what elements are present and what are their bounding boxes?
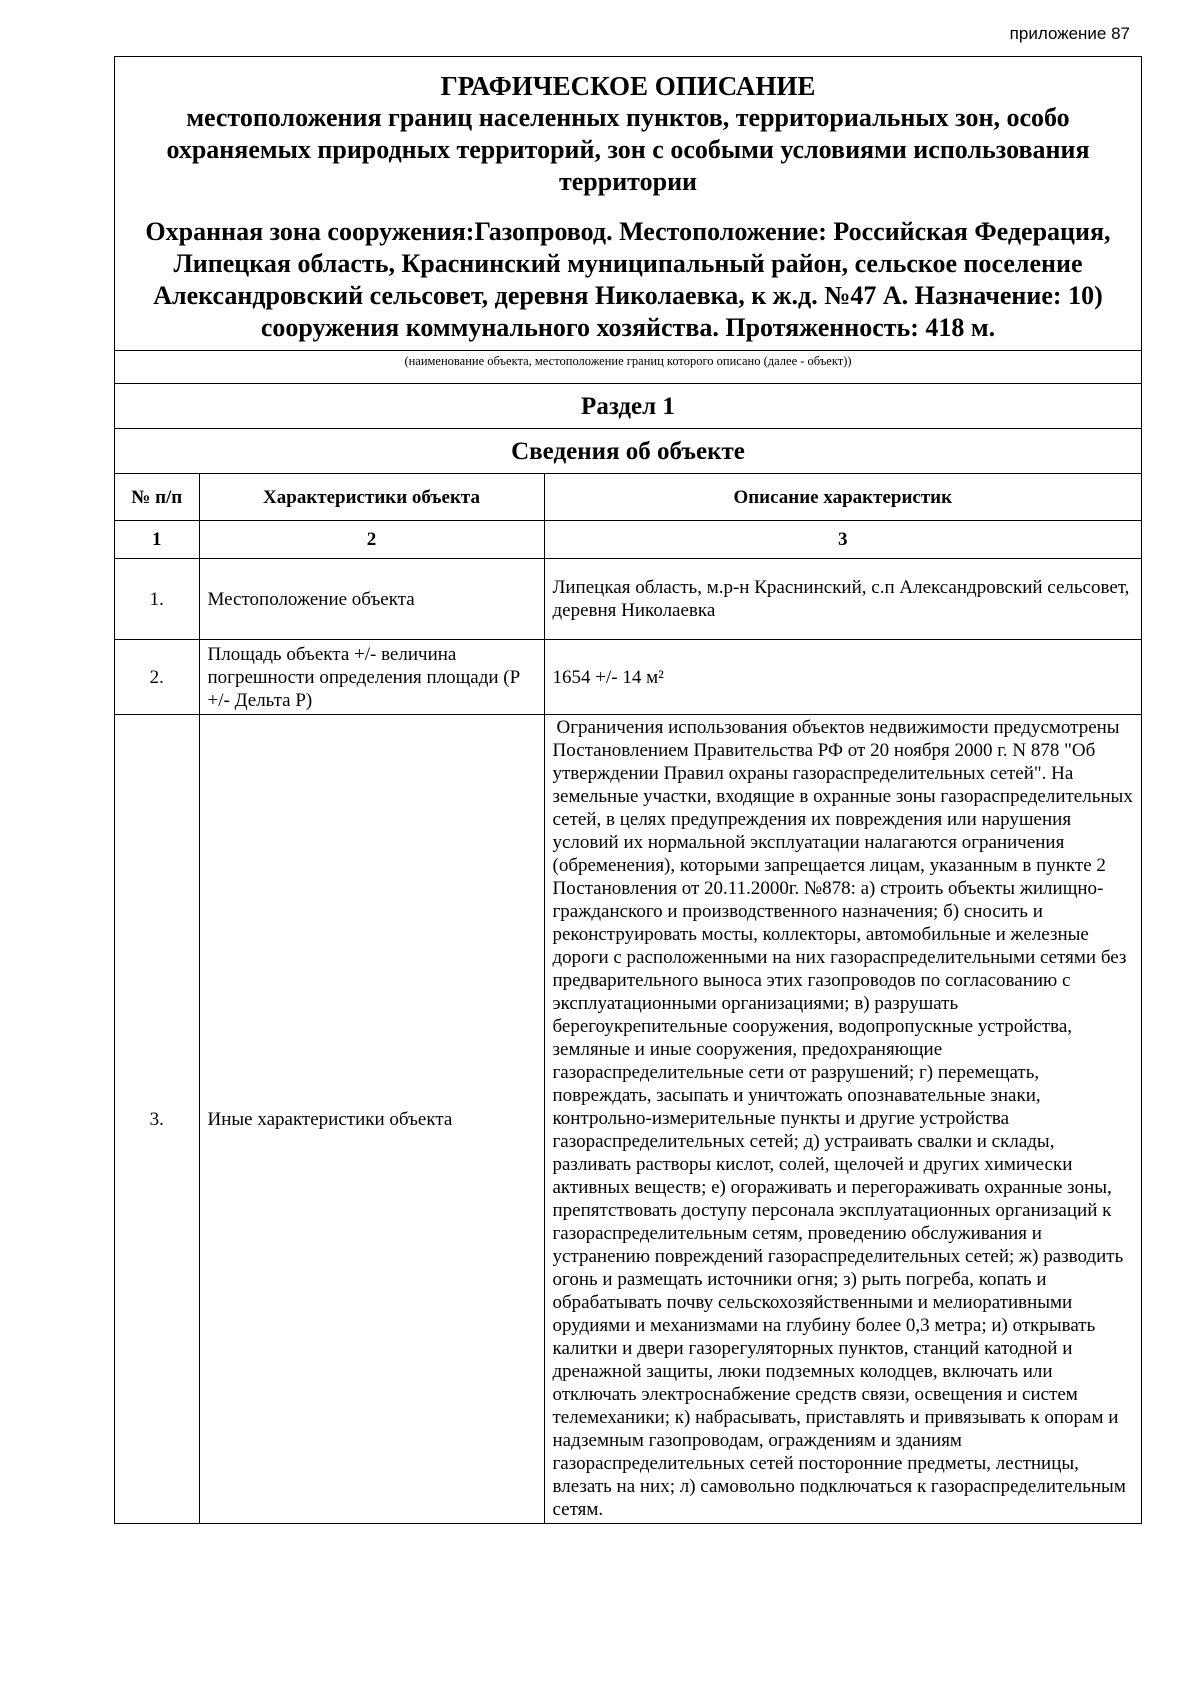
header-characteristic: Характеристики объекта xyxy=(199,474,544,521)
row-characteristic: Иные характеристики объекта xyxy=(199,715,544,1524)
row-number: 2. xyxy=(115,640,199,715)
section-number-title: Раздел 1 xyxy=(115,384,1141,429)
row-description: 1654 +/- 14 м² xyxy=(544,640,1141,715)
document-title: ГРАФИЧЕСКОЕ ОПИСАНИЕ xyxy=(440,71,816,101)
index-3: 3 xyxy=(544,521,1141,559)
row-number: 1. xyxy=(115,559,199,640)
row-number: 3. xyxy=(115,715,199,1524)
header-block xyxy=(115,57,1141,351)
object-name: Охранная зона сооружения:Газопровод. Местоположение: Российская Федерация, Липецкая область, Краснинский муниципальный район, сельское поселение Александровский сельсовет, деревня Николаевка, к ж.д. №47 А. Назначение: 10) сооружения коммунального хозяйства. Протяженность: 418 м. xyxy=(145,217,1111,342)
table-row xyxy=(115,559,1141,640)
characteristics-table xyxy=(115,474,1141,1523)
row-description: Липецкая область, м.р-н Краснинский, с.п Александровский сельсовет, деревня Николаевка xyxy=(544,559,1141,640)
table-index-row xyxy=(115,521,1141,559)
index-1: 1 xyxy=(115,521,199,559)
document-frame xyxy=(114,56,1142,1524)
row-description: Ограничения использования объектов недвижимости предусмотрены Постановлением Правительства РФ от 20 ноября 2000 г. N 878 "Об утверждении Правил охраны газораспределительных сетей". На земельные участки, входящие в охранные зоны газораспределительных сетей, в целях предупреждения их повреждения или нарушения условий их нормальной эксплуатации налагаются ограничения (обременения), которыми запрещается лицам, указанным в пункте 2 Постановления от 20.11.2000г. №878: а) строить объекты жилищно-гражданского и производственного назначения; б) сносить и реконструировать мосты, коллекторы, автомобильные и железные дороги с расположенными на них газораспределительными сетями без предварительного выноса этих газопроводов по согласованию с эксплуатационными организациями; в) разрушать берегоукрепительные сооружения, водопропускные устройства, земляные и иные сооружения, предохраняющие газораспределительные сети от разрушений; г) перемещать, повреждать, засыпать и уничтожать опознавательные знаки, контрольно-измерительные пункты и другие устройства газораспределительных сетей; д) устраивать свалки и склады, разливать растворы кислот, солей, щелочей и других химически активных веществ; е) огораживать и перегораживать охранные зоны, препятствовать доступу персонала эксплуатационных организаций к газораспределительным сетям, проведению обслуживания и устранению повреждений газораспределительных сетей; ж) разводить огонь и размещать источники огня; з) рыть погреба, копать и обрабатывать почву сельскохозяйственными и мелиоративными орудиями и механизмами на глубину более 0,3 метра; и) открывать калитки и двери газорегуляторных пунктов, станций катодной и дренажной защиты, люки подземных колодцев, включать или отключать электроснабжение средств связи, освещения и систем телемеханики; к) набрасывать, приставлять и привязывать к опорам и надземным газопроводам, ограждениям и зданиям газораспределительных сетей посторонние предметы, лестницы, влезать на них; л) самовольно подключаться к газораспределительным сетям. xyxy=(544,715,1141,1524)
appendix-label: приложение 87 xyxy=(1009,24,1130,43)
header-description: Описание характеристик xyxy=(544,474,1141,521)
index-2: 2 xyxy=(199,521,544,559)
table-header-row xyxy=(115,474,1141,521)
object-caption: (наименование объекта, местоположение границ которого описано (далее - объект)) xyxy=(115,351,1141,384)
header-number: № п/п xyxy=(115,474,199,521)
row-characteristic: Местоположение объекта xyxy=(199,559,544,640)
table-row xyxy=(115,640,1141,715)
section-name: Сведения об объекте xyxy=(115,429,1141,474)
table-row xyxy=(115,715,1141,1524)
document-subtitle: местоположения границ населенных пунктов, территориальных зон, особо охраняемых природных территорий, зон с особыми условиями использования территории xyxy=(166,103,1090,196)
row-characteristic: Площадь объекта +/- величина погрешности определения площади (P +/- Дельта P) xyxy=(199,640,544,715)
